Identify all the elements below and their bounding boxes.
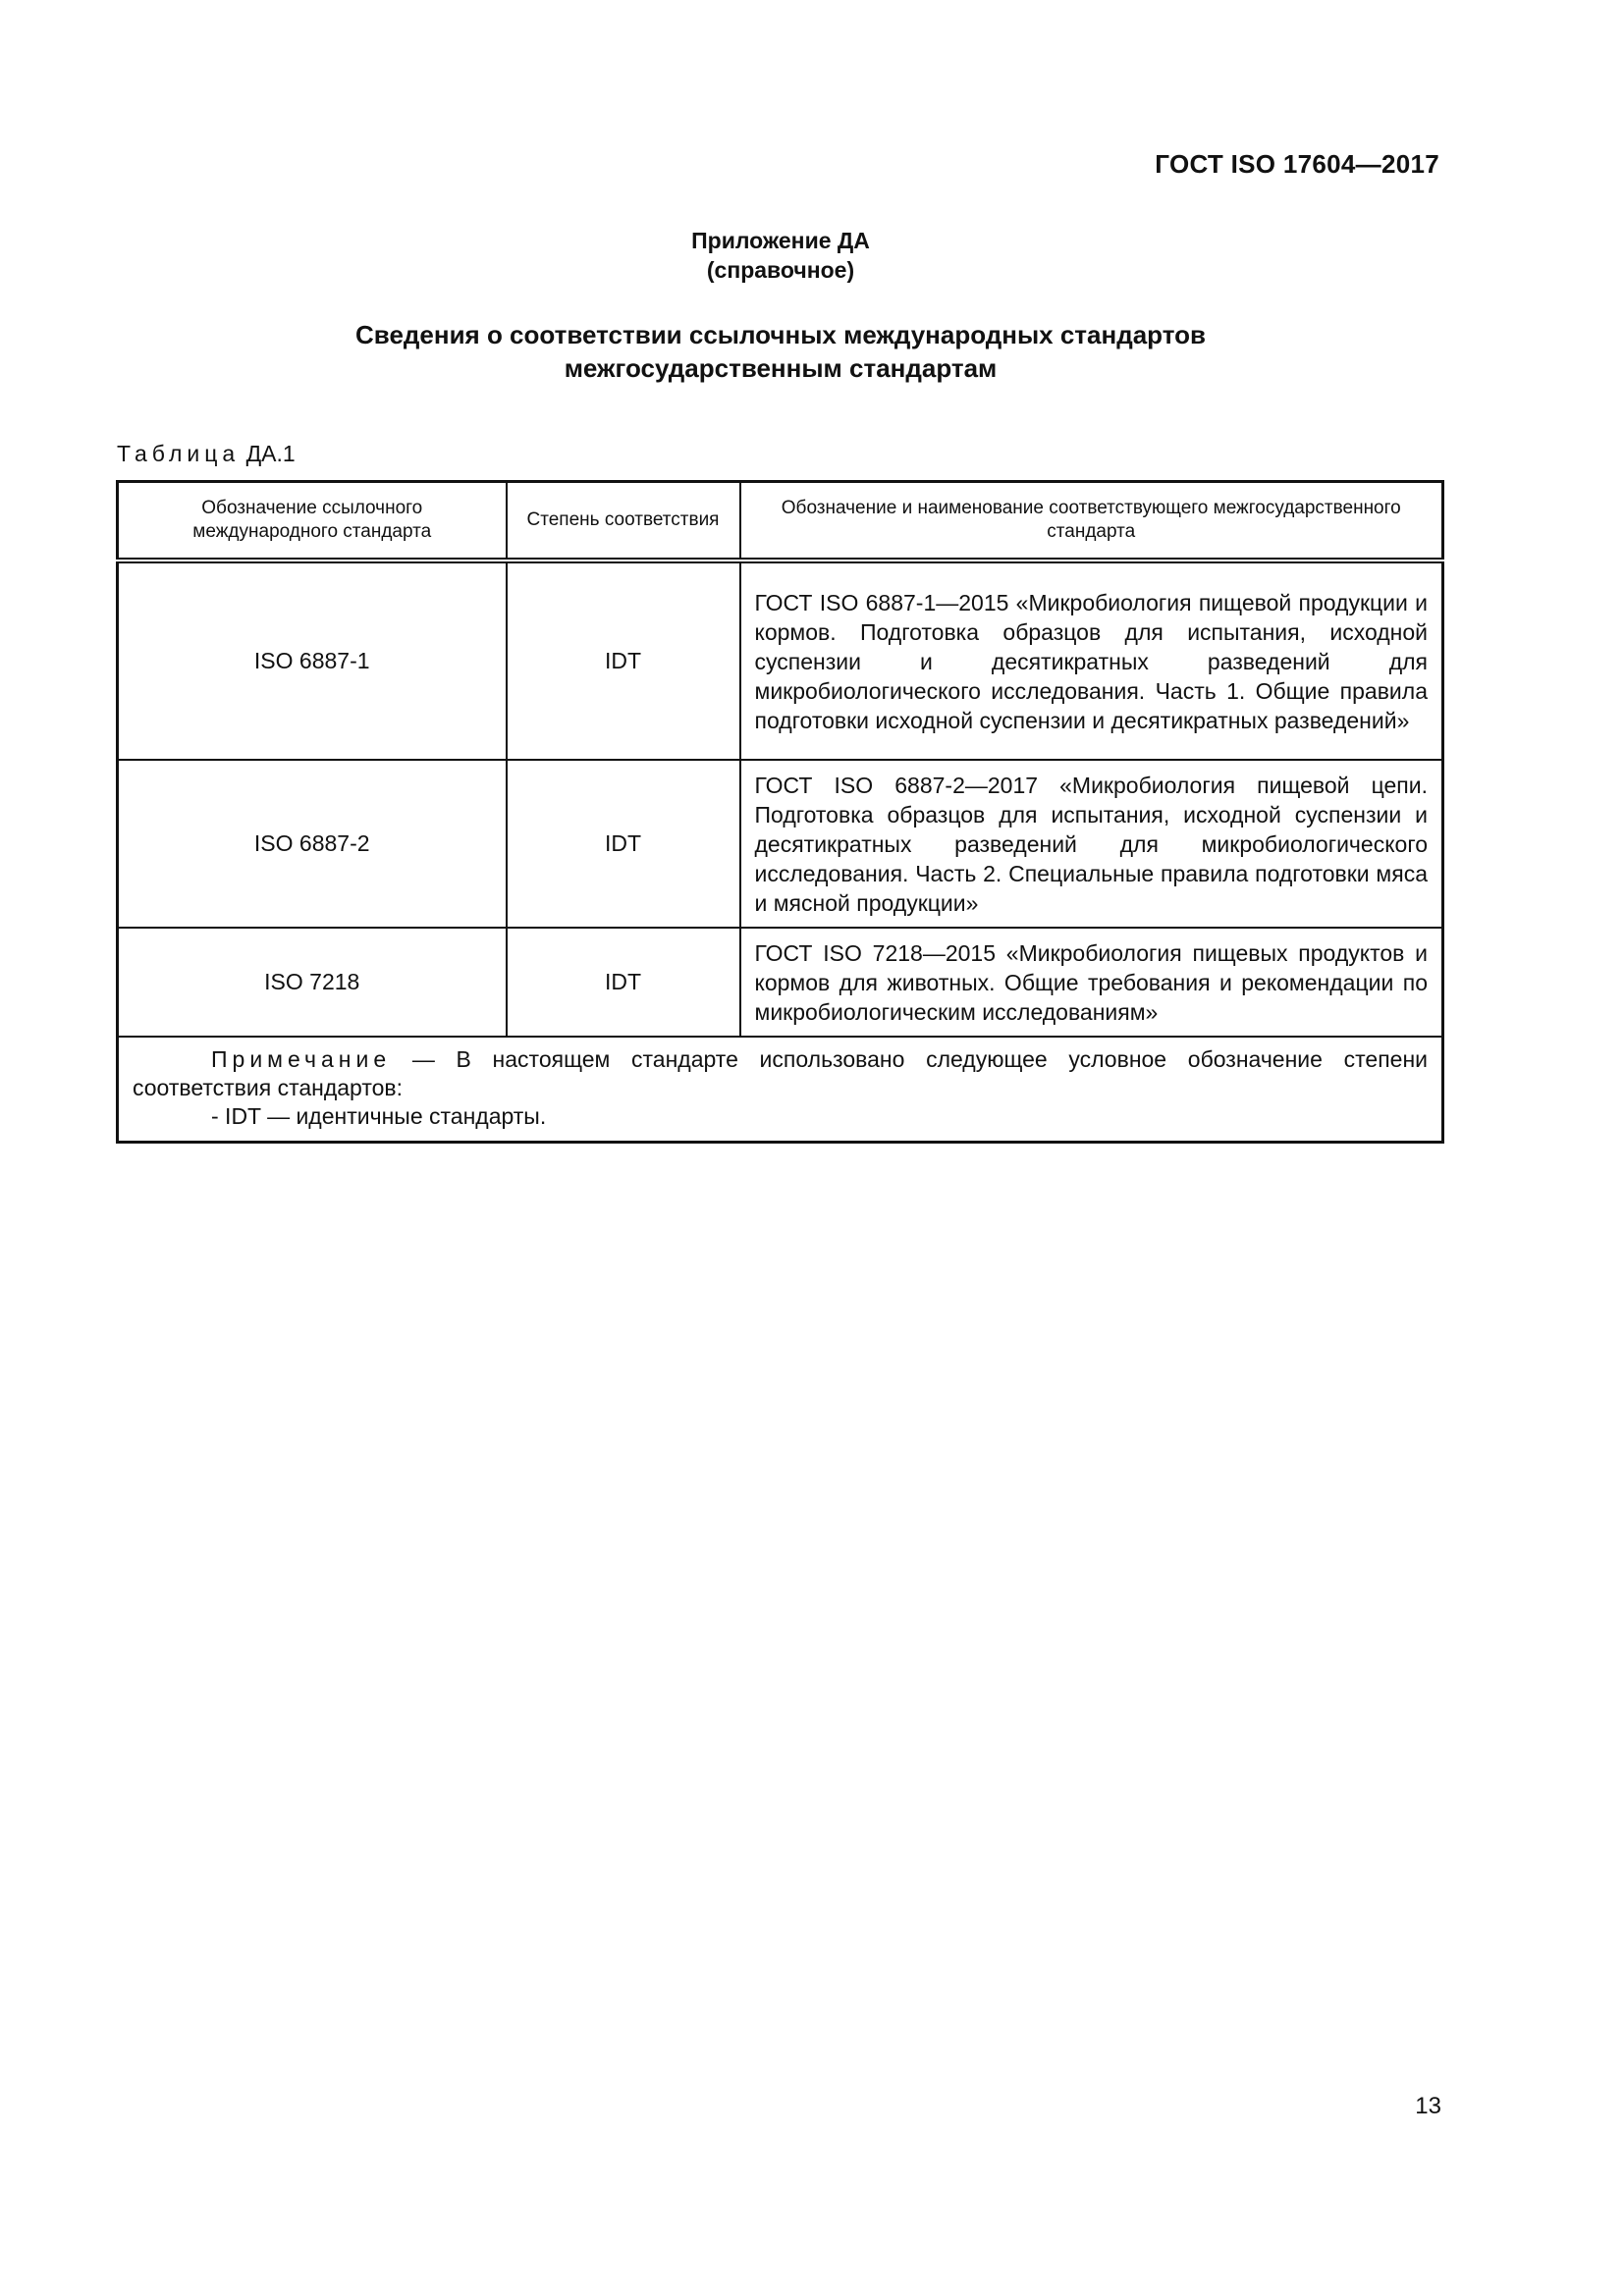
section-title-line2: межгосударственным стандартам	[564, 353, 998, 383]
table-row	[118, 760, 1443, 928]
table-note	[118, 1037, 1443, 1143]
section-title	[0, 318, 1561, 385]
table-header-row	[118, 482, 1443, 561]
degree-cell: IDT	[507, 561, 740, 760]
column-header-degree: Степень соответствия	[507, 482, 740, 561]
note-first-line	[133, 1045, 1428, 1074]
table-row	[118, 561, 1443, 760]
table-label	[117, 441, 296, 467]
appendix-subtitle: (справочное)	[706, 257, 855, 283]
table-label-number: ДА.1	[240, 441, 296, 466]
column-header-interstate-standard: Обозначение и наименование соответствующего межгосударственного стандарта	[740, 482, 1443, 561]
standard-cell: ISO 7218	[118, 928, 507, 1037]
standards-correspondence-table	[116, 480, 1444, 1144]
standard-cell: ISO 6887-2	[118, 760, 507, 928]
appendix-title: Приложение ДА	[691, 228, 870, 253]
document-code: ГОСТ ISO 17604—2017	[1155, 149, 1439, 179]
table-row	[118, 928, 1443, 1037]
description-cell: ГОСТ ISO 6887-2—2017 «Микробиология пищевой цепи. Подготовка образцов для испытания, исходной суспензии и десятикратных разведений для микробиологического исследования. Часть 2. Специальные правила подготовки мяса и мясной продукции»	[740, 760, 1443, 928]
description-cell: ГОСТ ISO 7218—2015 «Микробиология пищевых продуктов и кормов для животных. Общие требования и рекомендации по микробиологическим исследованиям»	[740, 928, 1443, 1037]
note-list-item: - IDT — идентичные стандарты.	[211, 1103, 547, 1129]
page-number: 13	[1415, 2093, 1441, 2119]
degree-cell: IDT	[507, 760, 740, 928]
appendix-heading	[0, 226, 1561, 285]
note-text-line1: — В настоящем стандарте использовано следующее условное обозначение степени	[391, 1046, 1428, 1072]
description-cell: ГОСТ ISO 6887-1—2015 «Микробиология пищевой продукции и кормов. Подготовка образцов для испытания, исходной суспензии и десятикратных разведений для микробиологического исследования. Часть 1. Общие правила подготовки исходной суспензии и десятикратных разведений»	[740, 561, 1443, 760]
standard-cell: ISO 6887-1	[118, 561, 507, 760]
table-label-word: Таблица	[117, 441, 241, 466]
column-header-international-standard: Обозначение ссылочного международного стандарта	[118, 482, 507, 561]
note-label: Примечание	[211, 1046, 392, 1072]
section-title-line1: Сведения о соответствии ссылочных международных стандартов	[355, 320, 1206, 349]
note-text-line2: соответствия стандартов:	[133, 1075, 404, 1100]
degree-cell: IDT	[507, 928, 740, 1037]
table-note-row	[118, 1037, 1443, 1143]
